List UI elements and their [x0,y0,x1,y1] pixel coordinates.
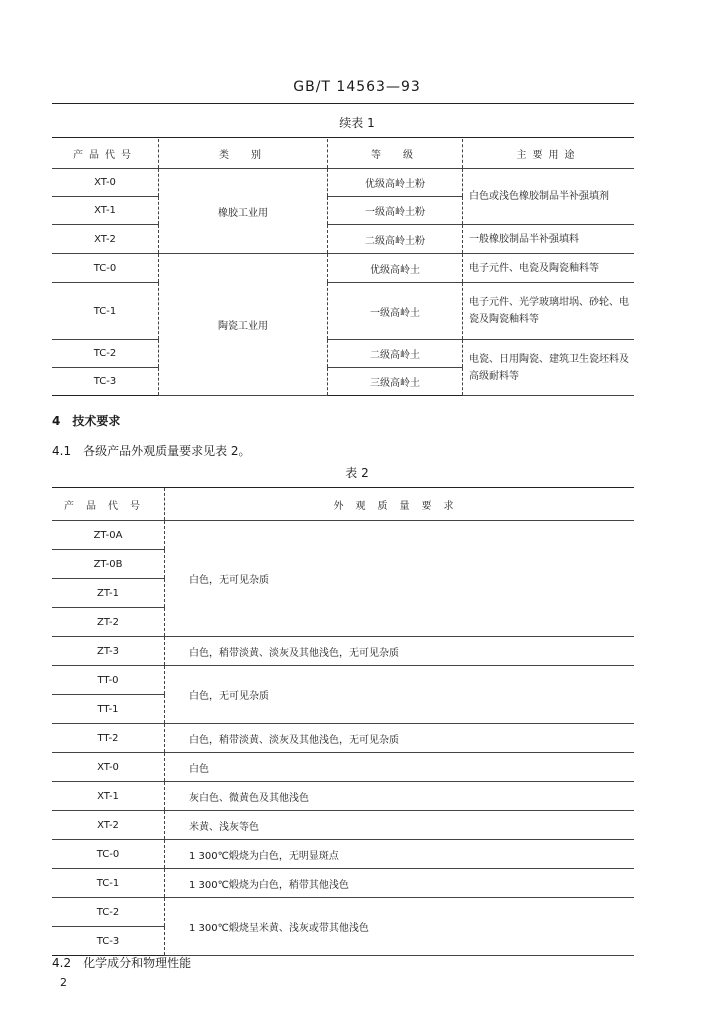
table1-header-category: 类 别 [159,139,328,169]
table1-use: 一般橡胶制品半补强填料 [463,225,635,254]
table1-code: TC-0 [52,254,159,283]
table-row [52,724,634,753]
table2-code: XT-0 [52,753,165,782]
table-row [52,840,634,869]
table2-code: TC-2 [52,898,165,927]
table2-header-code: 产品代号 [52,488,165,521]
table2-requirement: 白色 [165,753,635,782]
section-4-title: 4 技术要求 [52,414,121,428]
table1-use: 白色或浅色橡胶制品半补强填剂 [463,169,635,225]
table-row [52,169,634,197]
page-number: 2 [60,976,67,989]
table2-requirement: 白色，无可见杂质 [165,666,635,724]
table1-header-grade: 等 级 [328,139,463,169]
table2-header-requirement: 外观质量要求 [165,488,635,521]
table2-requirement: 1 300℃煅烧为白色，无明显斑点 [165,840,635,869]
table1-header-use: 主要用途 [463,139,635,169]
table1-grade: 一级高岭土粉 [328,197,463,225]
table2 [52,487,634,956]
table2-requirement: 白色，稍带淡黄、淡灰及其他浅色，无可见杂质 [165,724,635,753]
table-row [52,898,634,927]
table2-code: TT-1 [52,695,165,724]
table-row [52,254,634,283]
table-row [52,521,634,550]
table1-use: 电子元件、光学玻璃坩埚、砂轮、电瓷及陶瓷釉料等 [463,283,635,340]
table1-code: XT-1 [52,197,159,225]
table2-caption: 表 2 [345,466,369,480]
table2-code: TC-1 [52,869,165,898]
table2-code: XT-1 [52,782,165,811]
table1-code: TC-3 [52,368,159,396]
table1 [52,139,634,396]
table1-category: 橡胶工业用 [159,169,328,254]
table2-code: TT-0 [52,666,165,695]
table1-grade: 优级高岭土粉 [328,169,463,197]
table1-grade: 二级高岭土 [328,340,463,368]
table2-code: ZT-3 [52,637,165,666]
table1-code: TC-2 [52,340,159,368]
table1-code: TC-1 [52,283,159,340]
table-row [52,283,634,340]
table2-code: TC-0 [52,840,165,869]
table2-code: XT-2 [52,811,165,840]
table2-code: ZT-0A [52,521,165,550]
table2-code: ZT-0B [52,550,165,579]
table2-requirement: 白色，无可见杂质 [165,521,635,637]
table2-code: ZT-2 [52,608,165,637]
table2-code: TC-3 [52,927,165,956]
table-row [52,637,634,666]
table1-top-rule [52,137,634,138]
table-row [52,811,634,840]
standard-header: GB/T 14563—93 [293,79,421,95]
table1-header-code: 产品代号 [52,139,159,169]
table-row [52,340,634,368]
table1-grade: 优级高岭土 [328,254,463,283]
section-4-1-text: 4.1 各级产品外观质量要求见表 2。 [52,444,251,458]
table-row [52,666,634,695]
table-row [52,225,634,254]
table2-requirement: 米黄、浅灰等色 [165,811,635,840]
table1-grade: 一级高岭土 [328,283,463,340]
table2-requirement: 1 300℃煅烧呈米黄、浅灰或带其他浅色 [165,898,635,956]
table2-code: TT-2 [52,724,165,753]
table1-caption: 续表 1 [339,116,375,130]
table-row [52,869,634,898]
table1-use: 电子元件、电瓷及陶瓷釉料等 [463,254,635,283]
table1-use: 电瓷、日用陶瓷、建筑卫生瓷坯料及高级耐料等 [463,340,635,396]
table1-category: 陶瓷工业用 [159,254,328,396]
table1-code: XT-0 [52,169,159,197]
header-rule [52,103,634,104]
table1-grade: 二级高岭土粉 [328,225,463,254]
table-row [52,782,634,811]
table1-header-row [52,139,634,169]
table1-grade: 三级高岭土 [328,368,463,396]
table2-header-row [52,488,634,521]
table-row [52,753,634,782]
table1-code: XT-2 [52,225,159,254]
table2-code: ZT-1 [52,579,165,608]
section-4-2-title: 4.2 化学成分和物理性能 [52,956,192,970]
table2-requirement: 白色，稍带淡黄、淡灰及其他浅色，无可见杂质 [165,637,635,666]
table2-requirement: 1 300℃煅烧为白色，稍带其他浅色 [165,869,635,898]
table2-requirement: 灰白色、微黄色及其他浅色 [165,782,635,811]
